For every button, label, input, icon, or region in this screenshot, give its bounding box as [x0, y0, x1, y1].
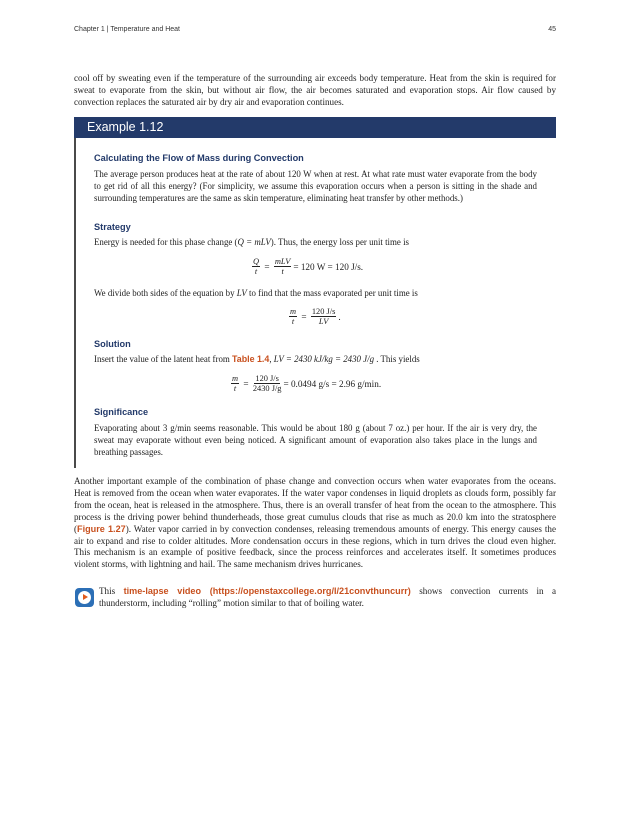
inline-equation-q-mlv: Q = mLV: [237, 237, 271, 247]
example-title: Calculating the Flow of Mass during Convection: [94, 153, 304, 163]
solution-heading: Solution: [94, 339, 131, 349]
strategy-heading: Strategy: [94, 222, 131, 232]
intro-paragraph: cool off by sweating even if the temperature of the surrounding air exceeds body temperature. Heat from the skin is required for sweat to evaporate from the skin, but without air flow, the air becomes saturated and evaporation stops. Air flow caused by convection replaces the saturated air by dry air and evaporation continues.: [74, 73, 556, 107]
example-header-bar: [74, 117, 556, 138]
time-lapse-video-link[interactable]: time-lapse video (https://openstaxcollege.org/l/21convthuncurr): [123, 586, 411, 596]
solution-paragraph: Insert the value of the latent heat from Table 1.4, LV = 2430 kJ/kg = 2430 J/g . This yields: [94, 354, 420, 364]
significance-heading: Significance: [94, 407, 149, 417]
equation-mass-rate: $\frac{m}{t}$ = $\frac{120 J/s}{LV}$ .: [290, 307, 341, 326]
equation-mass-rate-result: $\frac{m}{t}$ = $\frac{120 J/s}{2430 J/g}$ = 0.0494 g/s = 2.96 g/min.: [232, 374, 382, 393]
running-header-chapter: Chapter 1 | Temperature and Heat: [74, 26, 180, 33]
figure-1-27-link[interactable]: Figure 1.27: [77, 523, 126, 534]
body-paragraph-ocean-convection: Another important example of the combination of phase change and convection occurs when water evaporates from the oceans. Heat is removed from the ocean when water evaporates. If the water vapor condenses in liquid droplets as clouds form, possibly far from the ocean, heat is released in the atmosphere. Thus, there is an overall transfer of heat from the ocean to the atmosphere. This process is the driving power behind thunderheads, those great cumulus clouds that rise as much as 20.0 km into the stratosphere (Figure 1.27). Water vapor carried in by convection condenses, releasing tremendous amounts of energy. This energy causes the air to expand and rise to colder altitudes. More condensation occurs in these regions, which in turn drives the cloud even higher. This mechanism is an example of positive feedback, since the process reinforces and accelerates itself. It sometimes produces violent storms, with lightning and hail. The same mechanism drives hurricanes.: [74, 476, 556, 570]
video-play-icon[interactable]: [75, 588, 94, 607]
example-label: Example 1.12: [87, 120, 164, 134]
example-side-rule: [74, 138, 76, 468]
strategy-paragraph-2: We divide both sides of the equation by LV to find that the mass evaporated per unit time is: [94, 288, 418, 298]
strategy-paragraph-1: Energy is needed for this phase change (Q = mLV). Thus, the energy loss per unit time is: [94, 237, 410, 247]
significance-paragraph: Evaporating about 3 g/min seems reasonable. This would be about 180 g (about 7 oz.) per hour. If the air is very dry, the sweat may evaporate without even being noticed. A significant amount of evaporation also takes place in the lungs and breathing passages.: [94, 423, 537, 457]
page-number: 45: [548, 26, 556, 33]
table-1-4-link[interactable]: Table 1.4: [232, 354, 270, 364]
example-problem-text: The average person produces heat at the rate of about 120 W when at rest. At what rate must water evaporate from the body to get rid of all this energy? (For simplicity, we assume this evaporation occurs when a person is sitting in the shade and surrounding temperatures are the same as skin temperature, eliminating heat transfer by other methods.): [94, 169, 537, 203]
video-note: This time-lapse video (https://openstaxcollege.org/l/21convthuncurr) shows convection currents in a thunderstorm, including “rolling” motion similar to that of boiling water.: [99, 586, 556, 608]
equation-energy-loss-rate: $\frac{Q}{t}$ = $\frac{\text{mLV}}{t}$ = 120 W = 120 J/s.: [253, 257, 364, 276]
